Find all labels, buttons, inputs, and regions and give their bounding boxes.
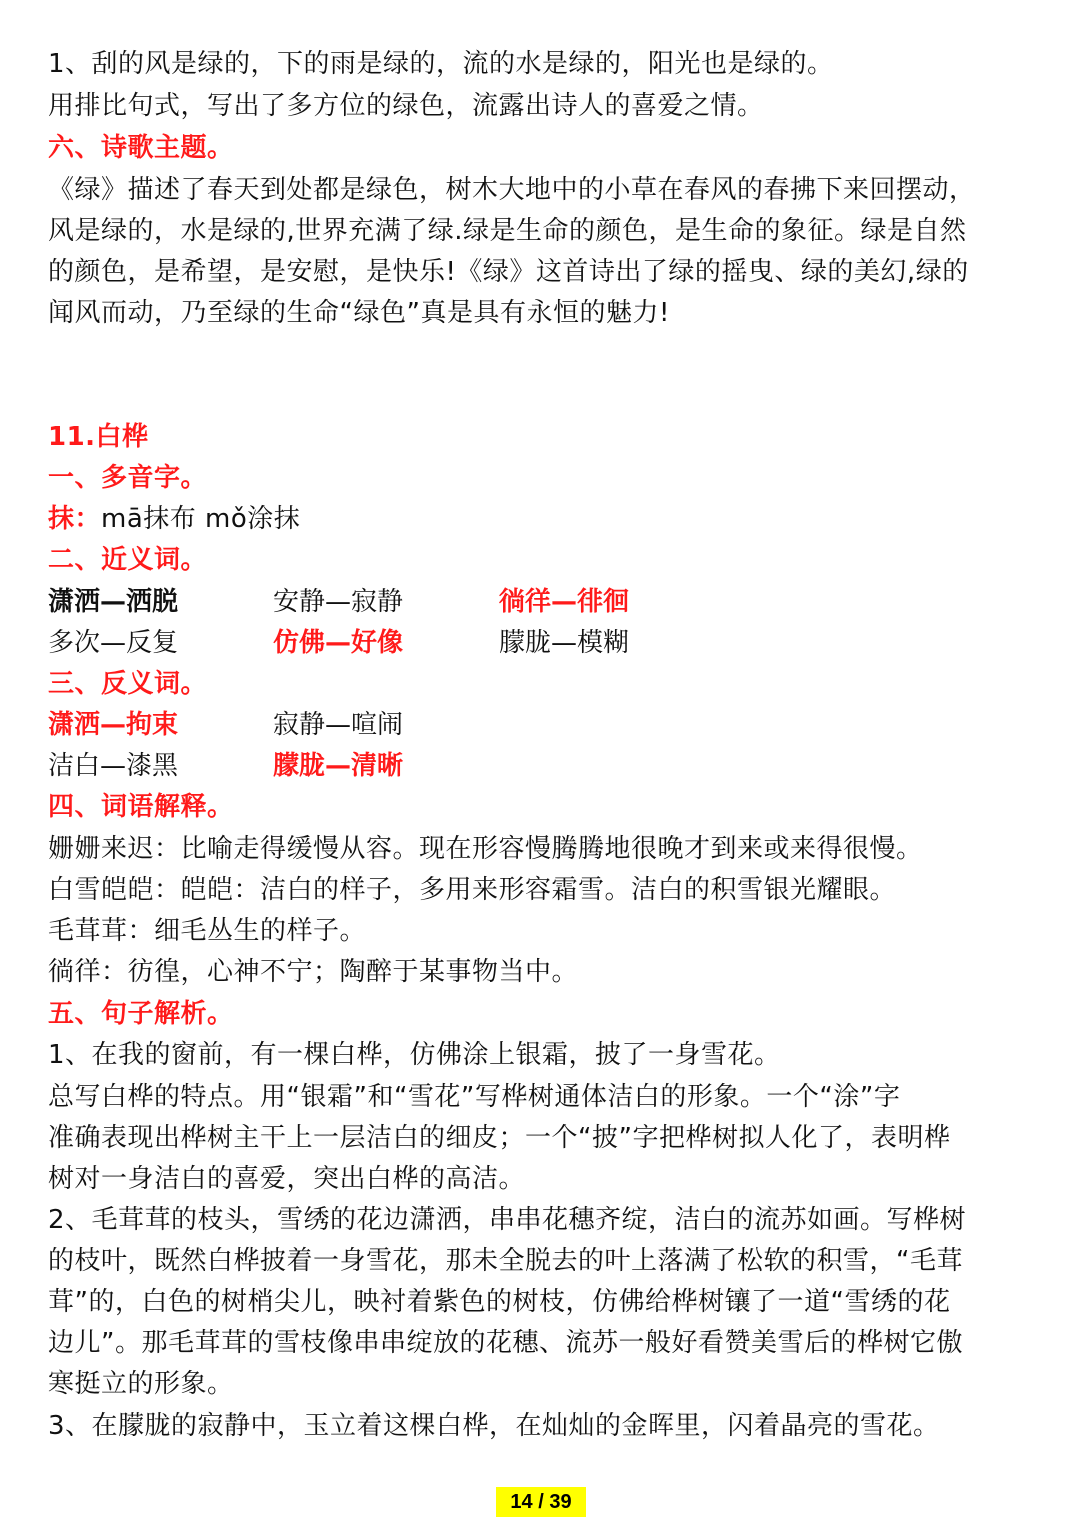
- sentence-line: 准确表现出桦树主干上一层洁白的细皮；一个“披”字把桦树拟人化了，表明桦: [48, 1123, 951, 1153]
- synonym-pair: 潇洒—洒脱: [48, 587, 179, 617]
- antonym-pair: 朦胧—清晰: [273, 751, 404, 781]
- theme-heading: 六、诗歌主题。: [48, 133, 234, 163]
- sentence-line: 3、在朦胧的寂静中，玉立着这棵白桦，在灿灿的金晖里，闪着晶亮的雪花。: [48, 1411, 940, 1441]
- sentences-heading: 五、句子解析。: [48, 999, 234, 1029]
- word-explanation: 姗姗来迟：比喻走得缓慢从容。现在形容慢腾腾地很晚才到来或来得很慢。: [48, 834, 923, 864]
- antonym-pair: 寂静—喧闹: [273, 710, 404, 740]
- theme-line: 闻风而动，乃至绿的生命“绿色”真是具有永恒的魅力!: [48, 298, 670, 328]
- lesson-title: 11.白桦: [48, 422, 149, 452]
- sentence-1-analysis: 用排比句式，写出了多方位的绿色，流露出诗人的喜爱之情。: [48, 91, 764, 121]
- sentence-line: 寒挺立的形象。: [48, 1369, 234, 1399]
- antonym-pair: 潇洒—拘束: [48, 710, 179, 740]
- words-heading: 四、词语解释。: [48, 792, 234, 822]
- antonyms-heading: 三、反义词。: [48, 669, 208, 699]
- theme-line: 风是绿的，水是绿的,世界充满了绿.绿是生命的颜色，是生命的象征。绿是自然: [48, 216, 967, 246]
- page-indicator: 14 / 39: [496, 1487, 586, 1517]
- synonym-pair: 多次—反复: [48, 628, 179, 658]
- theme-line: 的颜色，是希望，是安慰，是快乐!《绿》这首诗出了绿的摇曳、绿的美幻,绿的: [48, 257, 969, 287]
- sentence-1: 1、刮的风是绿的，下的雨是绿的，流的水是绿的，阳光也是绿的。: [48, 49, 834, 79]
- word-explanation: 毛茸茸：细毛丛生的样子。: [48, 916, 367, 946]
- sentence-line: 茸”的，白色的树梢尖儿，映衬着紫色的树枝，仿佛给桦树镶了一道“雪绣的花: [48, 1287, 951, 1317]
- word-explanation: 白雪皑皑：皑皑：洁白的样子，多用来形容霜雪。洁白的积雪银光耀眼。: [48, 875, 897, 905]
- theme-line: 《绿》描述了春天到处都是绿色，树木大地中的小草在春风的春拂下来回摆动，: [48, 175, 976, 205]
- synonym-pair: 仿佛—好像: [273, 628, 404, 658]
- synonyms-heading: 二、近义词。: [48, 545, 208, 575]
- antonym-pair: 洁白—漆黑: [48, 751, 179, 781]
- synonym-pair: 朦胧—模糊: [499, 628, 630, 658]
- polyphone-char: 抹：: [48, 504, 102, 534]
- polyphone-heading: 一、多音字。: [48, 463, 208, 493]
- sentence-line: 总写白桦的特点。用“银霜”和“雪花”写桦树通体洁白的形象。一个“涂”字: [48, 1082, 901, 1112]
- sentence-line: 1、在我的窗前，有一棵白桦，仿佛涂上银霜，披了一身雪花。: [48, 1040, 781, 1070]
- polyphone-row: [48, 499, 1038, 540]
- synonym-pair: 徜徉—徘徊: [499, 587, 630, 617]
- sentence-line: 树对一身洁白的喜爱，突出白桦的高洁。: [48, 1164, 526, 1194]
- sentence-line: 边儿”。那毛茸茸的雪枝像串串绽放的花穗、流苏一般好看赞美雪后的桦树它傲: [48, 1328, 963, 1358]
- sentence-line: 2、毛茸茸的枝头，雪绣的花边潇洒，串串花穗齐绽，洁白的流苏如画。写桦树: [48, 1205, 967, 1235]
- polyphone-readings: mā抹布 mǒ涂抹: [101, 504, 301, 534]
- word-explanation: 徜徉：彷徨，心神不宁；陶醉于某事物当中。: [48, 957, 579, 987]
- sentence-line: 的枝叶，既然白桦披着一身雪花，那未全脱去的叶上落满了松软的积雪，“毛茸: [48, 1246, 963, 1276]
- synonym-pair: 安静—寂静: [273, 587, 404, 617]
